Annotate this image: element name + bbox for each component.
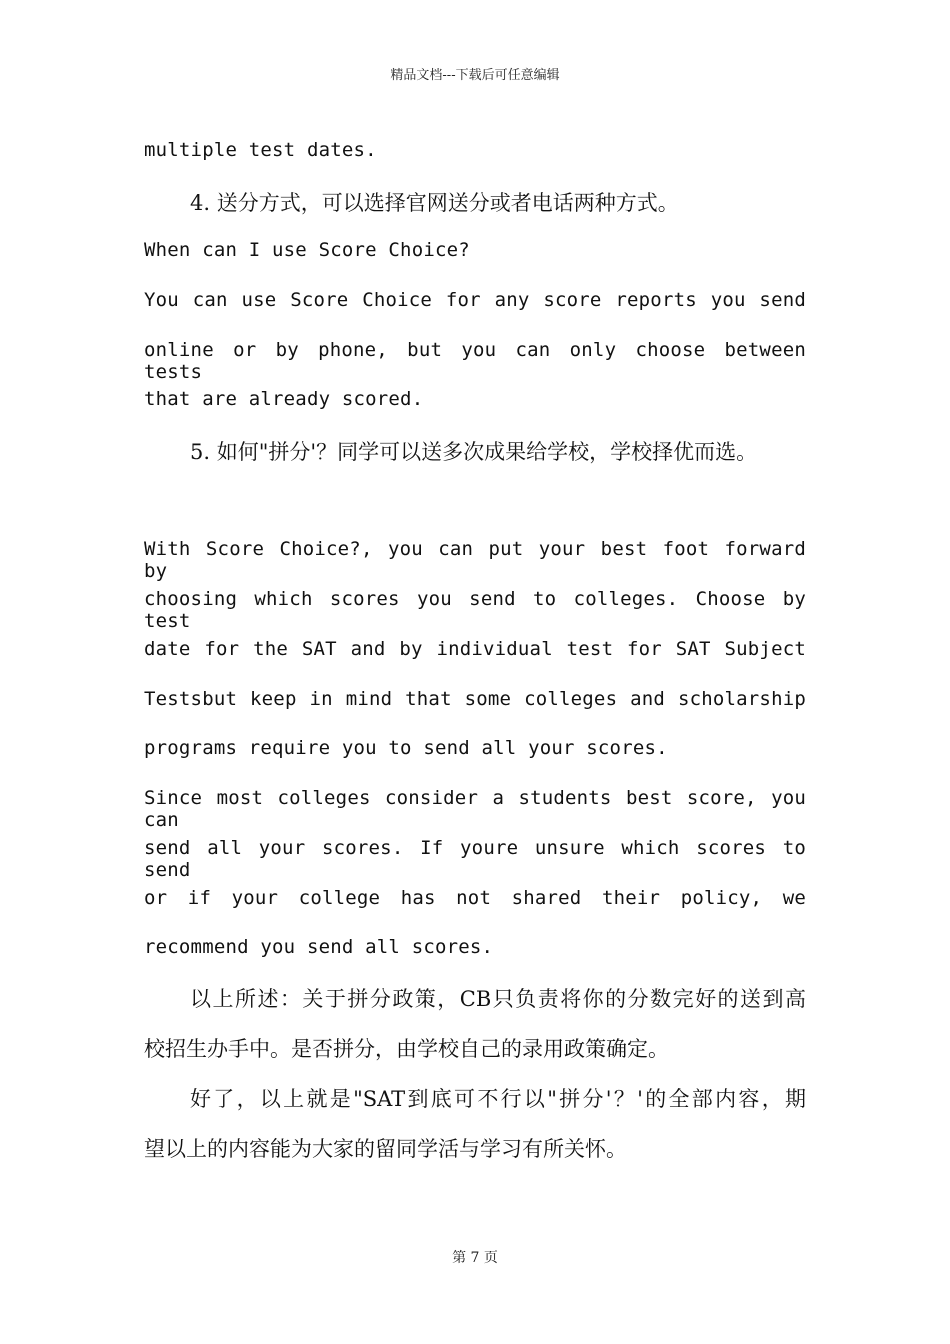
list-item-4: 4. 送分方式，可以选择官网送分或者电话两种方式。 (190, 191, 679, 215)
list-item-5: 5. 如何"拼分'？同学可以送多次成果给学校，学校择优而选。 (190, 440, 758, 464)
text-line: or if your college has not shared their policy, we (144, 887, 806, 909)
text-line: that are already scored. (144, 388, 424, 410)
text-line: You can use Score Choice for any score reports you send (144, 289, 806, 311)
text-line: 望以上的内容能为大家的留同学活与学习有所关怀。 (144, 1137, 627, 1161)
text-line: Since most colleges consider a students best score, you can (144, 787, 806, 831)
text-line: 以上所述：关于拼分政策，CB只负责将你的分数完好的送到高 (190, 987, 806, 1011)
page-number: 第 7 页 (452, 1250, 498, 1266)
text-line: With Score Choice?, you can put your best foot forward by (144, 538, 806, 582)
text-line: Testsbut keep in mind that some colleges and scholarship (144, 688, 806, 710)
text-line: recommend you send all scores. (144, 936, 494, 958)
text-line: date for the SAT and by individual test for SAT Subject (144, 638, 806, 660)
text-line: 好了，以上就是"SAT到底可不行以"拼分'？'的全部内容，期 (190, 1087, 806, 1111)
text-line: send all your scores. If youre unsure which scores to send (144, 837, 806, 881)
page-header: 精品文档---下载后可任意编辑 (390, 68, 560, 83)
text-line: choosing which scores you send to colleges. Choose by test (144, 588, 806, 632)
text-line: When can I use Score Choice? (144, 239, 470, 261)
text-line: 校招生办手中。是否拼分，由学校自己的录用政策确定。 (144, 1037, 669, 1061)
text-line: online or by phone, but you can only choose between tests (144, 339, 806, 383)
text-line: programs require you to send all your scores. (144, 737, 668, 759)
text-line: multiple test dates. (144, 139, 377, 161)
